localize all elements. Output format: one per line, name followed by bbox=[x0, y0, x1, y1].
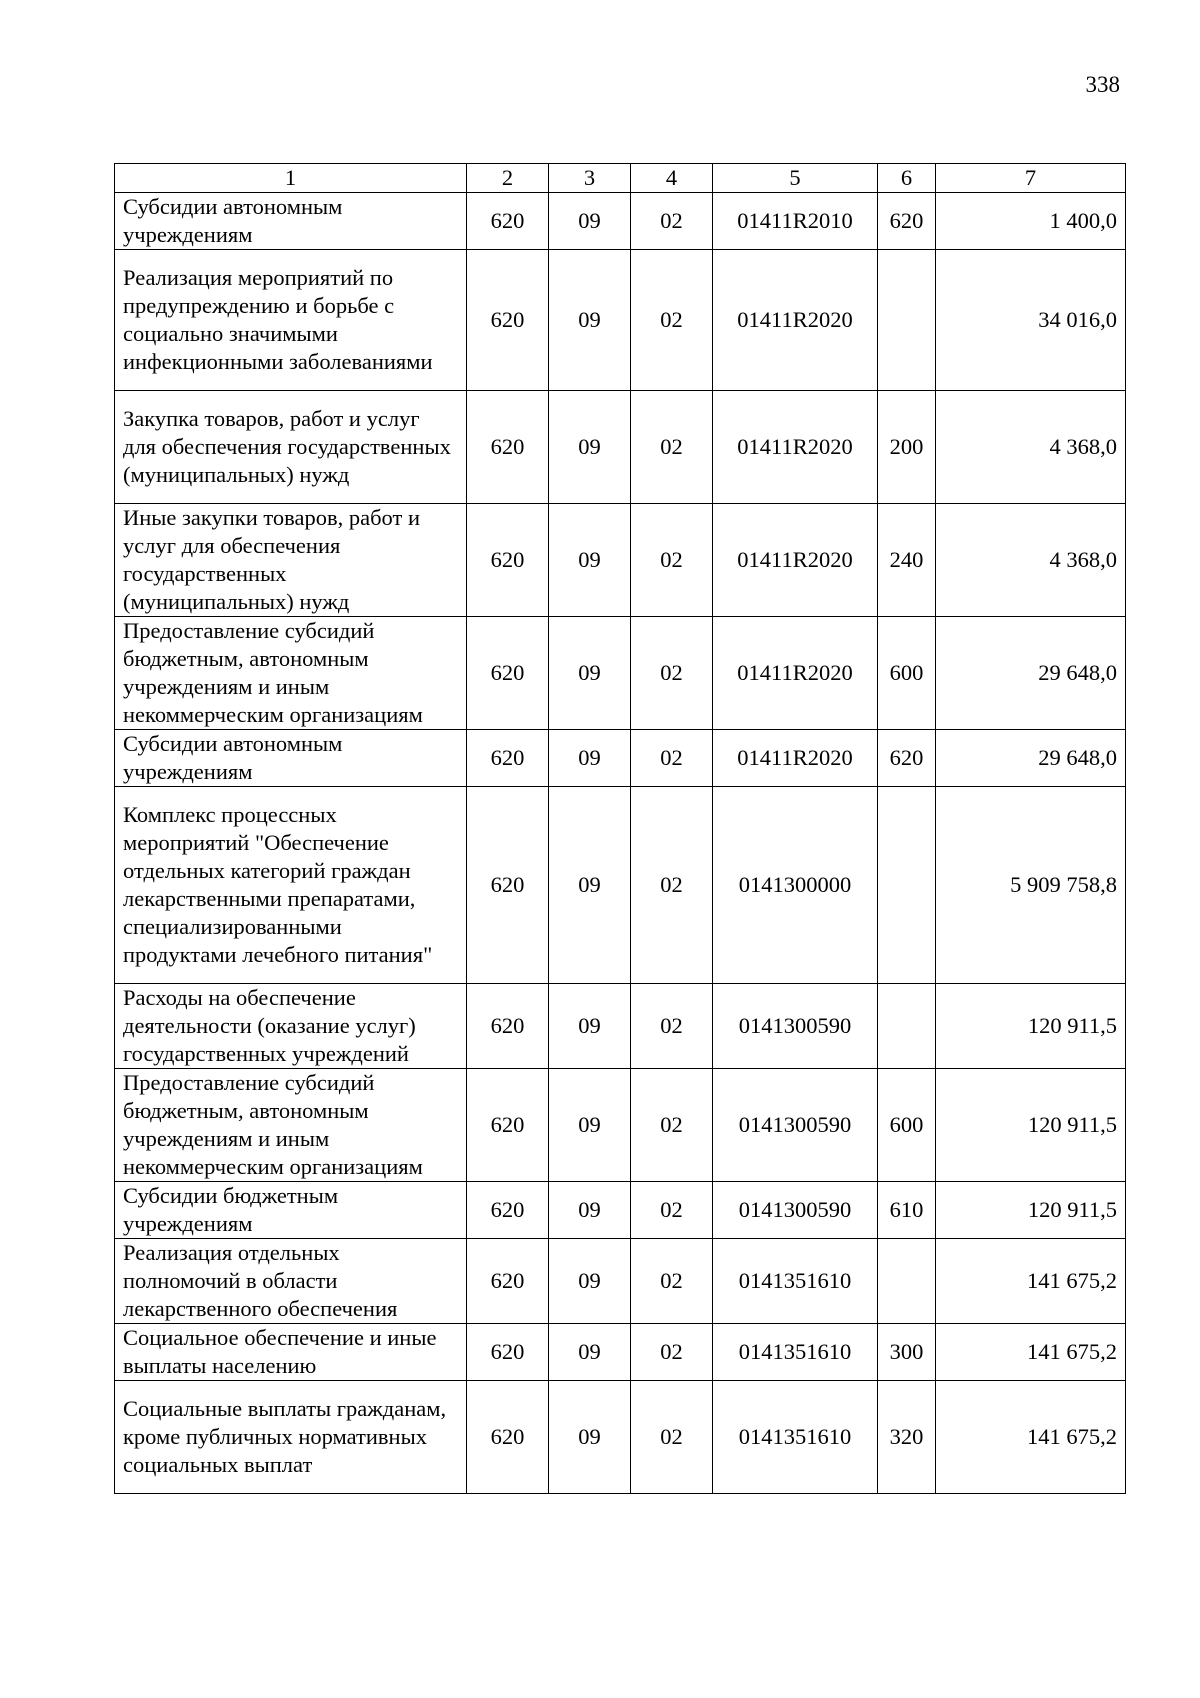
row-amount: 141 675,2 bbox=[936, 1381, 1126, 1494]
row-col-2: 620 bbox=[467, 1182, 549, 1239]
row-name: Реализация мероприятий по предупреждению и борьбе с социально значимыми инфекционными заболеваниями bbox=[115, 250, 467, 391]
row-amount: 29 648,0 bbox=[936, 730, 1126, 787]
row-name: Субсидии автономным учреждениям bbox=[115, 730, 467, 787]
row-col-5: 0141351610 bbox=[713, 1381, 878, 1494]
row-col-5: 01411R2020 bbox=[713, 617, 878, 730]
row-col-2: 620 bbox=[467, 193, 549, 250]
row-name: Субсидии автономным учреждениям bbox=[115, 193, 467, 250]
row-amount: 4 368,0 bbox=[936, 391, 1126, 504]
row-col-5: 0141300590 bbox=[713, 1182, 878, 1239]
header-col-7: 7 bbox=[936, 164, 1126, 193]
row-col-2: 620 bbox=[467, 730, 549, 787]
header-col-3: 3 bbox=[549, 164, 631, 193]
table-row bbox=[115, 1182, 1126, 1239]
row-name: Комплекс процессных мероприятий "Обеспечение отдельных категорий граждан лекарственными препаратами, специализированными продуктами лечебного питания" bbox=[115, 787, 467, 984]
row-col-6: 240 bbox=[878, 504, 936, 617]
row-col-5: 0141351610 bbox=[713, 1324, 878, 1381]
row-col-3: 09 bbox=[549, 984, 631, 1069]
row-col-4: 02 bbox=[631, 787, 713, 984]
table-row bbox=[115, 730, 1126, 787]
row-col-3: 09 bbox=[549, 250, 631, 391]
row-col-4: 02 bbox=[631, 1182, 713, 1239]
row-col-6: 600 bbox=[878, 617, 936, 730]
row-amount: 5 909 758,8 bbox=[936, 787, 1126, 984]
header-col-1: 1 bbox=[115, 164, 467, 193]
table-row bbox=[115, 1381, 1126, 1494]
row-col-4: 02 bbox=[631, 617, 713, 730]
row-name: Субсидии бюджетным учреждениям bbox=[115, 1182, 467, 1239]
table-row bbox=[115, 984, 1126, 1069]
row-col-5: 0141300590 bbox=[713, 1069, 878, 1182]
row-col-4: 02 bbox=[631, 1239, 713, 1324]
table-row bbox=[115, 1239, 1126, 1324]
row-name: Предоставление субсидий бюджетным, автономным учреждениям и иным некоммерческим организациям bbox=[115, 617, 467, 730]
header-col-5: 5 bbox=[713, 164, 878, 193]
row-col-2: 620 bbox=[467, 787, 549, 984]
row-col-4: 02 bbox=[631, 984, 713, 1069]
table-row bbox=[115, 250, 1126, 391]
row-amount: 141 675,2 bbox=[936, 1239, 1126, 1324]
row-col-5: 01411R2020 bbox=[713, 250, 878, 391]
header-col-6: 6 bbox=[878, 164, 936, 193]
table-row bbox=[115, 617, 1126, 730]
row-col-4: 02 bbox=[631, 391, 713, 504]
row-col-5: 01411R2010 bbox=[713, 193, 878, 250]
row-name: Социальные выплаты гражданам, кроме публичных нормативных социальных выплат bbox=[115, 1381, 467, 1494]
row-name: Реализация отдельных полномочий в области лекарственного обеспечения bbox=[115, 1239, 467, 1324]
row-col-3: 09 bbox=[549, 1381, 631, 1494]
row-col-3: 09 bbox=[549, 730, 631, 787]
row-col-6 bbox=[878, 250, 936, 391]
row-col-6: 320 bbox=[878, 1381, 936, 1494]
table-row bbox=[115, 1324, 1126, 1381]
row-amount: 29 648,0 bbox=[936, 617, 1126, 730]
table-row bbox=[115, 787, 1126, 984]
header-col-4: 4 bbox=[631, 164, 713, 193]
row-name: Предоставление субсидий бюджетным, автономным учреждениям и иным некоммерческим организациям bbox=[115, 1069, 467, 1182]
row-amount: 34 016,0 bbox=[936, 250, 1126, 391]
row-col-4: 02 bbox=[631, 250, 713, 391]
row-col-5: 01411R2020 bbox=[713, 504, 878, 617]
row-col-6: 620 bbox=[878, 193, 936, 250]
row-col-2: 620 bbox=[467, 504, 549, 617]
row-col-2: 620 bbox=[467, 1239, 549, 1324]
row-col-2: 620 bbox=[467, 1381, 549, 1494]
row-amount: 1 400,0 bbox=[936, 193, 1126, 250]
row-col-4: 02 bbox=[631, 504, 713, 617]
row-col-6: 610 bbox=[878, 1182, 936, 1239]
row-col-3: 09 bbox=[549, 504, 631, 617]
row-col-4: 02 bbox=[631, 193, 713, 250]
row-col-3: 09 bbox=[549, 193, 631, 250]
row-col-2: 620 bbox=[467, 391, 549, 504]
row-col-3: 09 bbox=[549, 1182, 631, 1239]
row-col-5: 0141300590 bbox=[713, 984, 878, 1069]
row-col-6 bbox=[878, 984, 936, 1069]
table-row bbox=[115, 193, 1126, 250]
row-col-4: 02 bbox=[631, 730, 713, 787]
row-name: Расходы на обеспечение деятельности (оказание услуг) государственных учреждений bbox=[115, 984, 467, 1069]
row-col-3: 09 bbox=[549, 391, 631, 504]
row-col-6 bbox=[878, 787, 936, 984]
row-col-2: 620 bbox=[467, 1324, 549, 1381]
row-amount: 120 911,5 bbox=[936, 1069, 1126, 1182]
row-col-2: 620 bbox=[467, 250, 549, 391]
row-col-4: 02 bbox=[631, 1324, 713, 1381]
row-col-4: 02 bbox=[631, 1069, 713, 1182]
table-row bbox=[115, 1069, 1126, 1182]
row-col-3: 09 bbox=[549, 1239, 631, 1324]
row-amount: 120 911,5 bbox=[936, 984, 1126, 1069]
row-col-6: 620 bbox=[878, 730, 936, 787]
row-col-3: 09 bbox=[549, 1069, 631, 1182]
table-row bbox=[115, 391, 1126, 504]
row-amount: 4 368,0 bbox=[936, 504, 1126, 617]
row-name: Закупка товаров, работ и услуг для обеспечения государственных (муниципальных) нужд bbox=[115, 391, 467, 504]
row-col-5: 01411R2020 bbox=[713, 391, 878, 504]
table-header-row bbox=[115, 164, 1126, 193]
row-col-5: 01411R2020 bbox=[713, 730, 878, 787]
row-col-4: 02 bbox=[631, 1381, 713, 1494]
row-col-2: 620 bbox=[467, 1069, 549, 1182]
row-col-3: 09 bbox=[549, 787, 631, 984]
row-col-3: 09 bbox=[549, 617, 631, 730]
row-col-6: 200 bbox=[878, 391, 936, 504]
row-amount: 120 911,5 bbox=[936, 1182, 1126, 1239]
row-name: Иные закупки товаров, работ и услуг для обеспечения государственных (муниципальных) нужд bbox=[115, 504, 467, 617]
row-col-3: 09 bbox=[549, 1324, 631, 1381]
row-col-6 bbox=[878, 1239, 936, 1324]
table-row bbox=[115, 504, 1126, 617]
row-col-6: 600 bbox=[878, 1069, 936, 1182]
row-name: Социальное обеспечение и иные выплаты населению bbox=[115, 1324, 467, 1381]
header-col-2: 2 bbox=[467, 164, 549, 193]
row-col-5: 0141300000 bbox=[713, 787, 878, 984]
page-number: 338 bbox=[1085, 72, 1120, 97]
row-col-6: 300 bbox=[878, 1324, 936, 1381]
budget-table bbox=[114, 163, 1126, 1494]
row-col-2: 620 bbox=[467, 984, 549, 1069]
row-amount: 141 675,2 bbox=[936, 1324, 1126, 1381]
row-col-2: 620 bbox=[467, 617, 549, 730]
row-col-5: 0141351610 bbox=[713, 1239, 878, 1324]
